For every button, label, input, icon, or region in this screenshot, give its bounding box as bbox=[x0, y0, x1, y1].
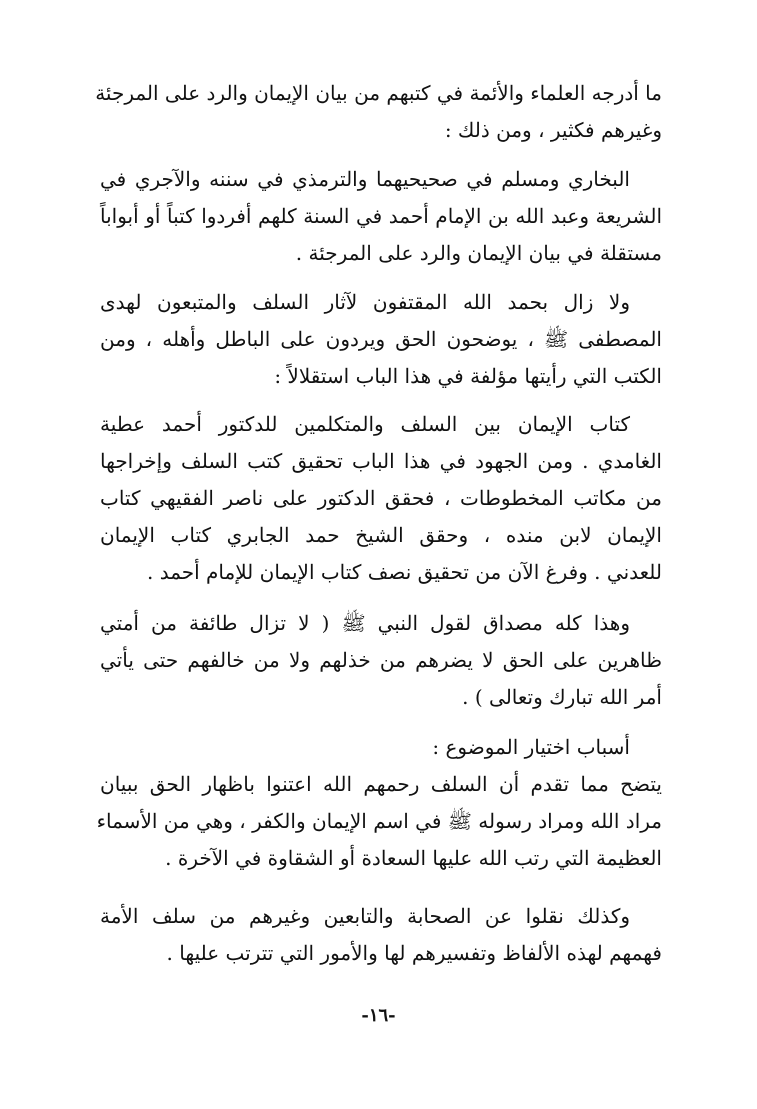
text-line: ما أدرجه العلماء والأئمة في كتبهم من بيان الإيمان والرد على المرجئة bbox=[95, 81, 662, 105]
text-line: كتاب الإيمان بين السلف والمتكلمين للدكتور أحمد عطية bbox=[100, 412, 630, 436]
text-line: للعدني . وفرغ الآن من تحقيق نصف كتاب الإيمان للإمام أحمد . bbox=[147, 560, 662, 584]
paragraph-intro bbox=[95, 75, 662, 149]
section-heading: أسباب اختيار الموضوع : bbox=[432, 735, 630, 759]
paragraph-books-list bbox=[100, 161, 662, 272]
text-line: الشريعة وعبد الله بن الإمام أحمد في السنة كلهم أفردوا كتباً أو أبواباً bbox=[100, 204, 662, 228]
paragraph-companions bbox=[100, 898, 662, 972]
text-line: ظاهرين على الحق لا يضرهم من خذلهم ولا من خالفهم حتى يأتي bbox=[100, 648, 662, 672]
text-line: وغيرهم فكثير ، ومن ذلك : bbox=[444, 118, 662, 142]
text-line: مستقلة في بيان الإيمان والرد على المرجئة . bbox=[295, 241, 662, 265]
text-line: البخاري ومسلم في صحيحيهما والترمذي في سننه والآجري في bbox=[100, 167, 630, 191]
paragraph-reasons bbox=[96, 729, 663, 877]
text-line: المصطفى ﷺ ، يوضحون الحق ويردون على الباطل وأهله ، ومن bbox=[100, 327, 662, 351]
page-number: -١٦- bbox=[361, 1005, 396, 1026]
text-line: يتضح مما تقدم أن السلف رحمهم الله اعتنوا باظهار الحق ببيان bbox=[100, 772, 663, 796]
text-line: فهمهم لهذه الألفاظ وتفسيرهم لها والأمور التي تترتب عليها . bbox=[166, 941, 662, 965]
text-line: الإيمان لابن منده ، وحقق الشيخ حمد الجابري كتاب الإيمان bbox=[100, 523, 662, 547]
text-line: الكتب التي رأيتها مؤلفة في هذا الباب استقلالاً : bbox=[274, 364, 662, 388]
text-line: من مكاتب المخطوطات ، فحقق الدكتور على ناصر الفقيهي كتاب bbox=[100, 486, 662, 510]
text-line: الغامدي . ومن الجهود في هذا الباب تحقيق كتب السلف وإخراجها bbox=[100, 449, 662, 473]
text-line: أمر الله تبارك وتعالى ) . bbox=[462, 685, 662, 709]
text-line: وهذا كله مصداق لقول النبي ﷺ ( لا تزال طائفة من أمتي bbox=[100, 611, 630, 635]
text-line: وكذلك نقلوا عن الصحابة والتابعين وغيرهم من سلف الأمة bbox=[100, 904, 630, 928]
text-line: ولا زال بحمد الله المقتفون لآثار السلف والمتبعون لهدى bbox=[100, 290, 630, 314]
paragraph-works bbox=[100, 406, 662, 591]
paragraph-hadith bbox=[100, 605, 662, 716]
text-line: مراد الله ومراد رسوله ﷺ في اسم الإيمان والكفر ، وهي من الأسماء bbox=[96, 809, 662, 833]
text-line: العظيمة التي رتب الله عليها السعادة أو الشقاوة في الآخرة . bbox=[165, 846, 662, 870]
paragraph-followers bbox=[100, 284, 662, 395]
